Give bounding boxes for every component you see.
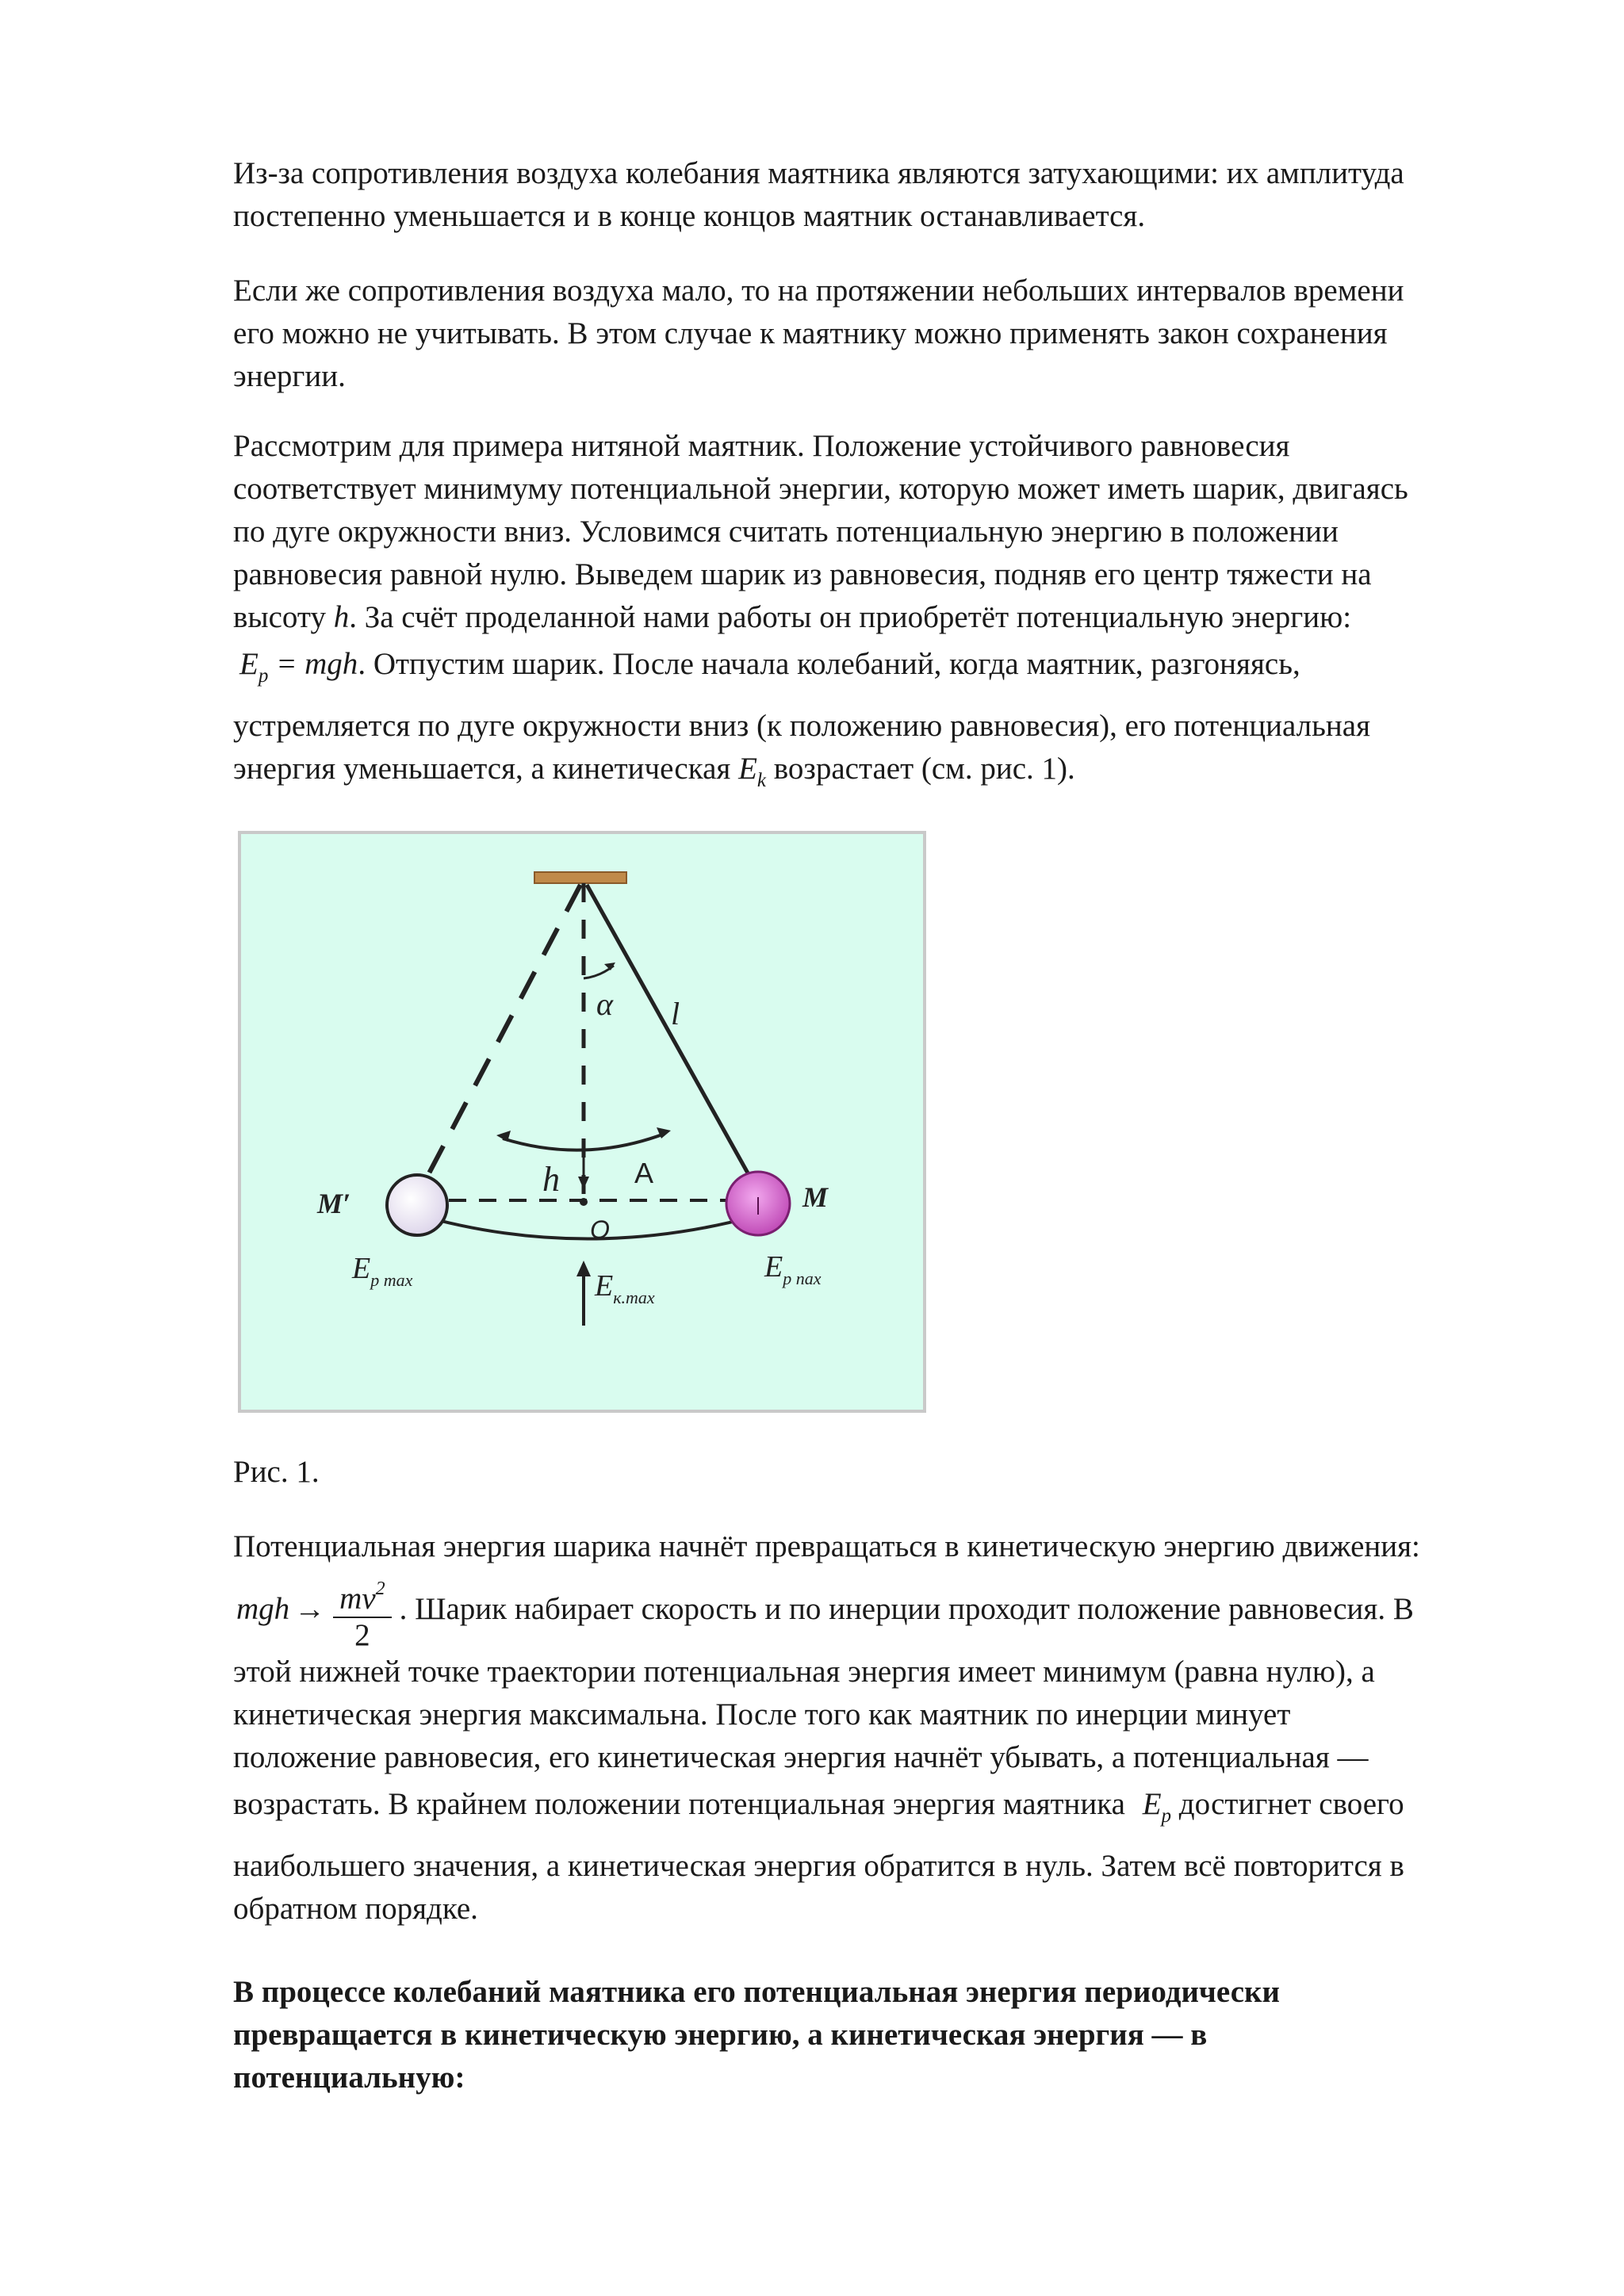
label-alpha: α xyxy=(596,986,613,1022)
formula-line: $E_p$ = mgh. Отпустим шарик. После начала колебаний, когда маятник, разгоняясь, xyxy=(239,647,1300,687)
text-line: наибольшего значения, а кинетическая энергия обратится в нуль. Затем всё повторится в xyxy=(233,1849,1404,1883)
fraction-mv2-2: $\frac{mv^2}{2}$ xyxy=(333,1571,391,1653)
label-M: M xyxy=(802,1181,829,1213)
paragraph-air-resistance xyxy=(233,270,1526,398)
label-h: h xyxy=(542,1160,560,1199)
paragraph-pendulum-example xyxy=(233,425,1526,802)
math-eq-mgh: = mgh xyxy=(268,647,358,681)
string-left-dashed xyxy=(422,885,580,1187)
text-line: высоту h. За счёт проделанной нами работы он приобретёт потенциальную энергию: xyxy=(233,600,1352,634)
text-line: положение равновесия, его кинетическая энергия начнёт убывать, а потенциальная — xyxy=(233,1740,1369,1774)
text-line: превращается в кинетическую энергию, а кинетическая энергия — в xyxy=(233,2018,1208,2052)
figure-caption: Рис. 1. xyxy=(233,1455,320,1489)
text-line: Потенциальная энергия шарика начнёт превращаться в кинетическую энергию движения: xyxy=(233,1529,1420,1563)
text-line: равновесия равной нулю. Выведем шарик из равновесия, подняв его центр тяжести на xyxy=(233,557,1372,591)
text-line: этой нижней точке траектории потенциальная энергия имеет минимум (равна нулю), а xyxy=(233,1655,1375,1689)
pendulum-support xyxy=(534,872,626,883)
label-M-prime: M′ xyxy=(317,1188,351,1219)
text-line: по дуге окружности вниз. Условимся считать потенциальную энергию в положении xyxy=(233,515,1339,549)
ball-left xyxy=(387,1175,447,1235)
text-line: потенциальную: xyxy=(233,2061,465,2095)
trajectory-arc xyxy=(417,1215,755,1239)
text-line: энергии. xyxy=(233,359,346,393)
pendulum-figure xyxy=(238,831,926,1413)
text-line: постепенно уменьшается и в конце концов маятник останавливается. xyxy=(233,199,1146,233)
math-mgh: mgh xyxy=(236,1592,290,1626)
text-line: соответствует минимуму потенциальной энергии, которую может иметь шарик, двигаясь xyxy=(233,472,1408,506)
math-Ek: E xyxy=(738,752,757,786)
paragraph-energy-conversion xyxy=(233,1525,1526,1931)
text-line: Из-за сопротивления воздуха колебания маятника являются затухающими: их амплитуда xyxy=(233,156,1404,190)
math-E: E xyxy=(239,647,259,681)
label-l: l xyxy=(671,996,680,1031)
paragraph-damping xyxy=(233,152,1526,238)
point-O xyxy=(580,1198,588,1206)
text-line: Если же сопротивления воздуха мало, то на протяжении небольших интервалов времени xyxy=(233,274,1404,308)
text-line: Рассмотрим для примера нитяной маятник. Положение устойчивого равновесия xyxy=(233,429,1290,463)
label-Ep-left: $E_{p max}$ xyxy=(352,1252,413,1290)
label-A: A xyxy=(634,1157,654,1189)
text-line: В процессе колебаний маятника его потенциальная энергия периодически xyxy=(233,1975,1280,2009)
paragraph-conclusion xyxy=(233,1971,1526,2099)
string-right xyxy=(587,885,761,1197)
label-O: O xyxy=(590,1215,610,1244)
text-line: кинетическая энергия максимальна. После того как маятник по инерции минует xyxy=(233,1697,1291,1732)
text-line: энергия уменьшается, а кинетическая $E_k$ возрастает (см. рис. 1). xyxy=(233,752,1075,791)
text-line: обратном порядке. xyxy=(233,1892,478,1926)
text-line: устремляется по дуге окружности вниз (к положению равновесия), его потенциальная xyxy=(233,709,1371,743)
text-line: его можно не учитывать. В этом случае к маятнику можно применять закон сохранения xyxy=(233,316,1388,350)
arrow-symbol: → xyxy=(294,1592,326,1626)
formula-line: mgh → $\frac{mv^2}{2}$ . Шарик набирает скорость и по инерции проходит положение равновесия. В xyxy=(233,1568,1526,1651)
label-Ep-right: $E_{p nax}$ xyxy=(764,1250,822,1288)
pendulum-diagram xyxy=(241,834,923,1410)
math-Ep: E xyxy=(1142,1787,1162,1821)
text-line: возрастать. В крайнем положении потенциальная энергия маятника $E_p$ достигнет своего xyxy=(233,1787,1404,1827)
math-h: h xyxy=(333,600,350,634)
label-Ek-max: $E_{к.max}$ xyxy=(595,1269,655,1307)
